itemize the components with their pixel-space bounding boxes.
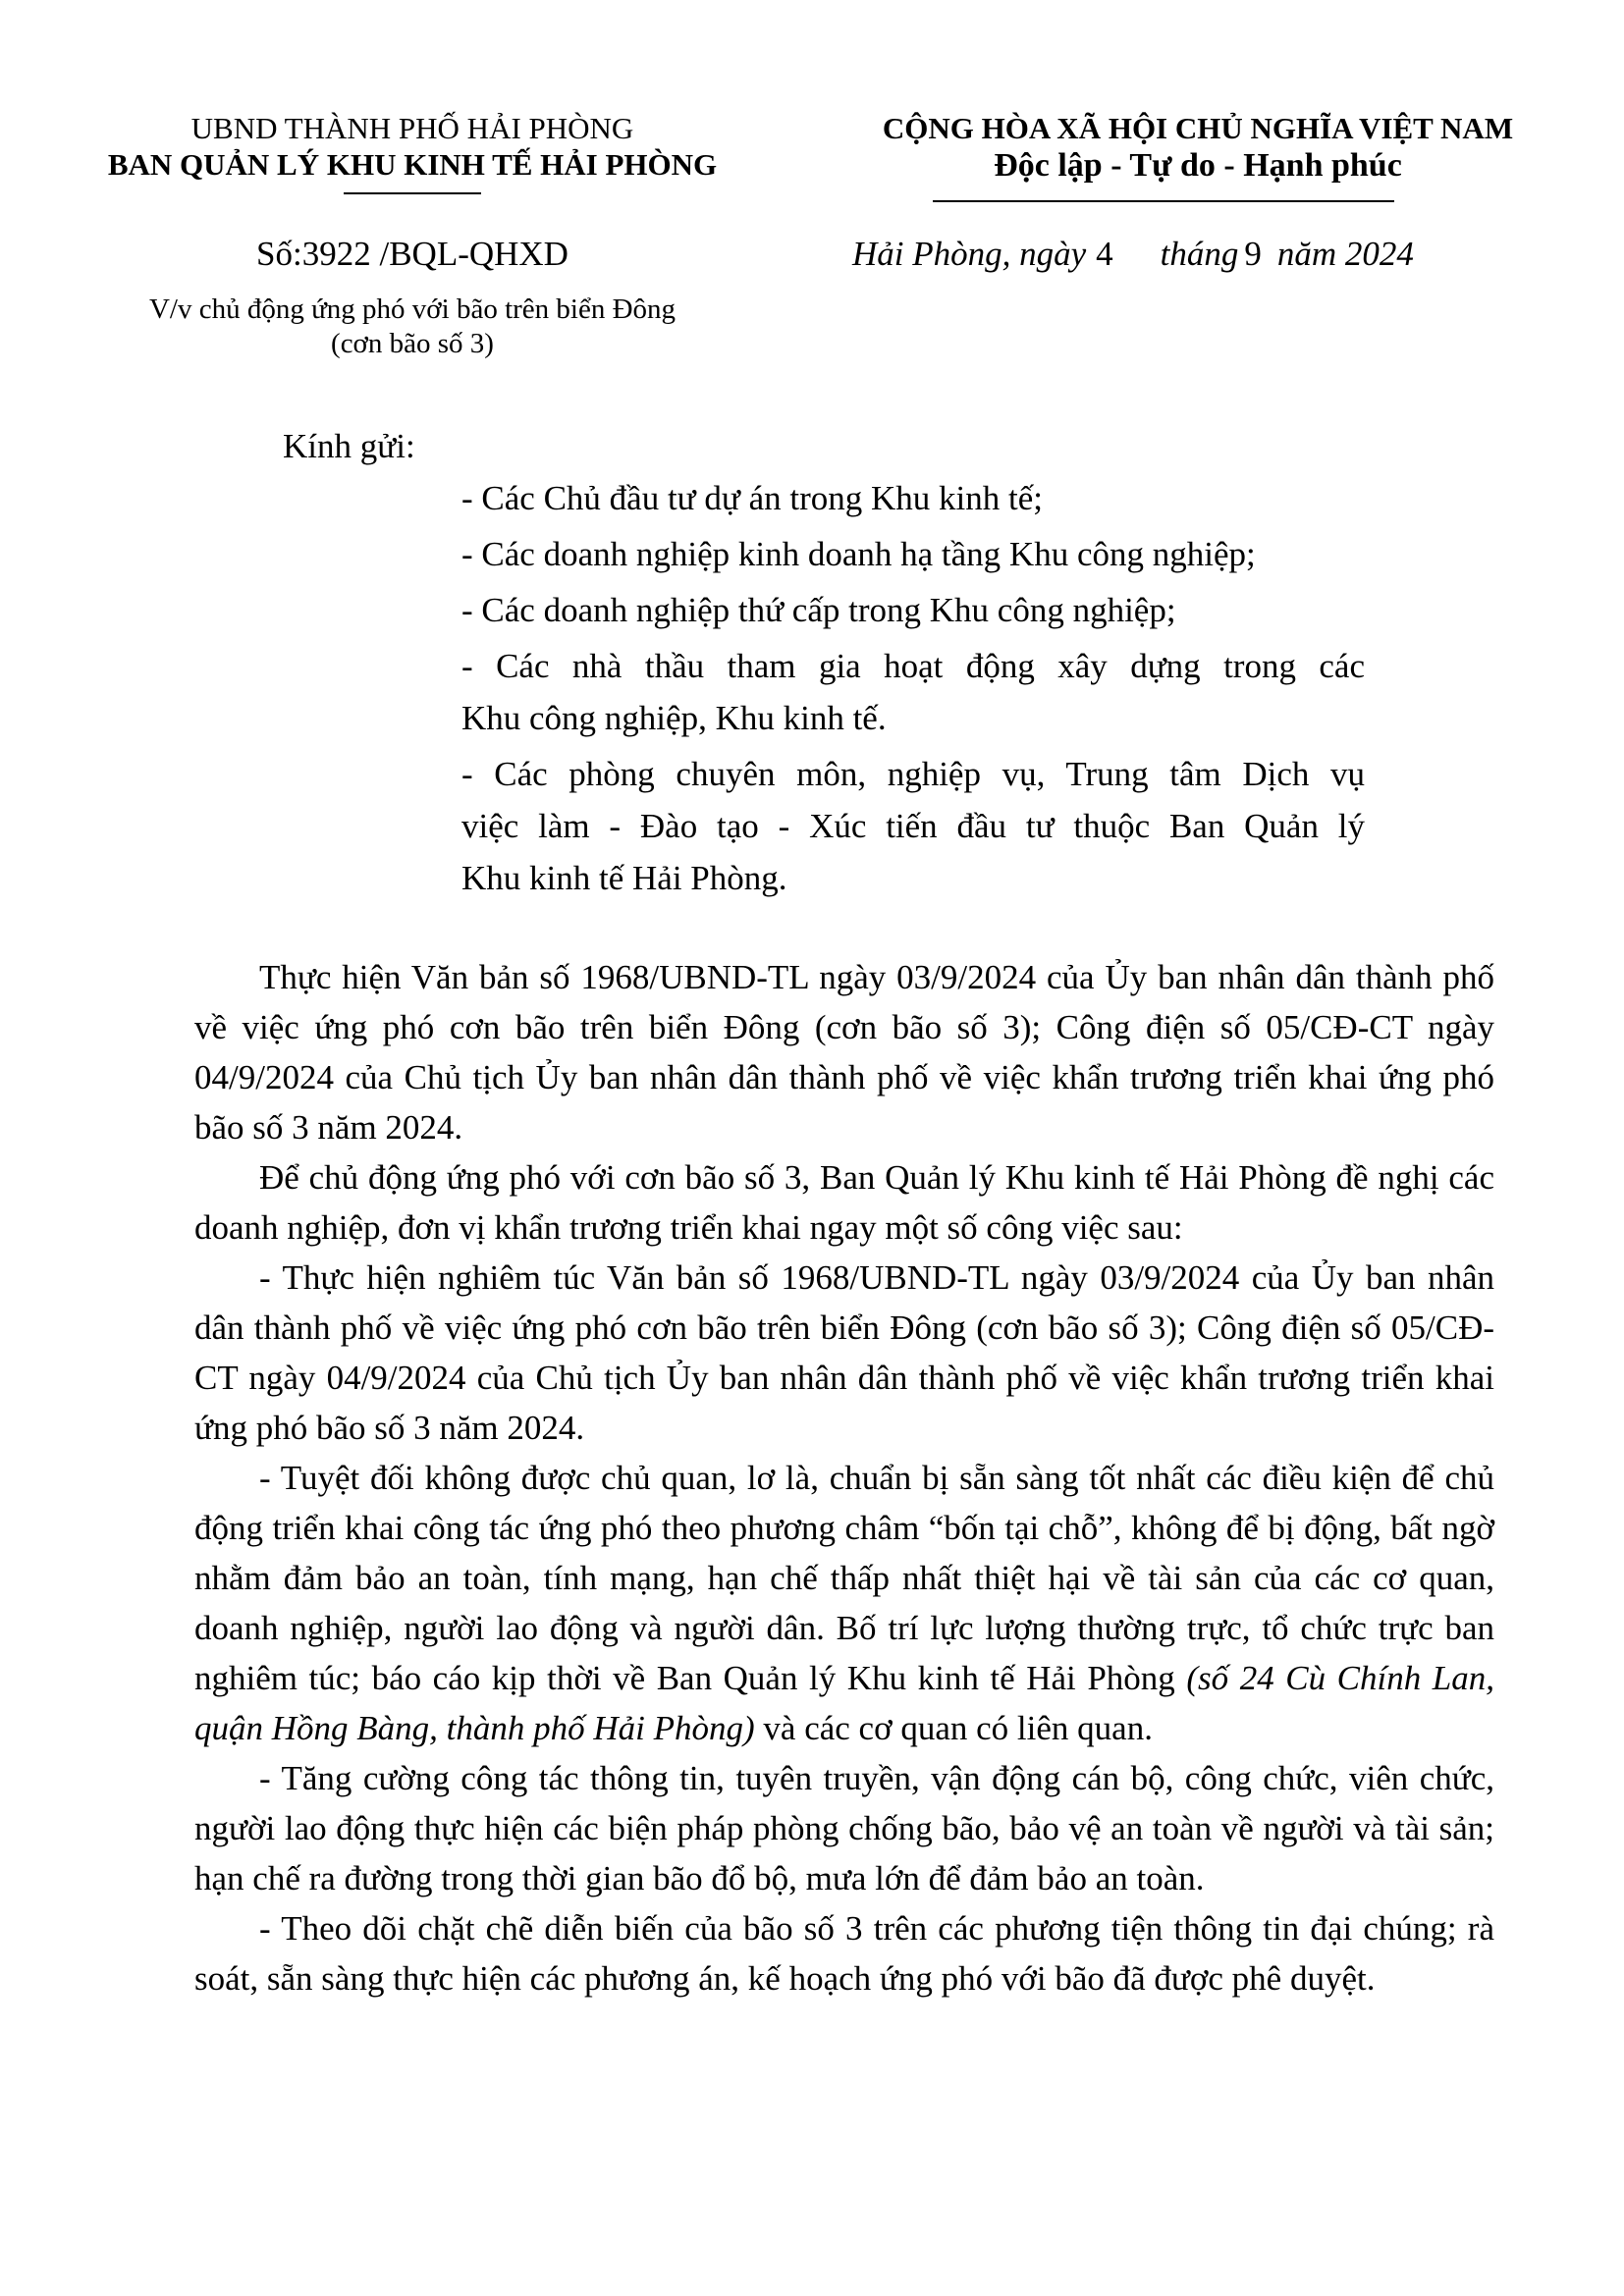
country-name: CỘNG HÒA XÃ HỘI CHỦ NGHĨA VIỆT NAM bbox=[882, 111, 1514, 145]
date-month: 9 bbox=[1244, 235, 1262, 273]
date-line bbox=[852, 234, 1598, 275]
recipient-item: - Các phòng chuyên môn, nghiệp vụ, Trung tâm Dịch vụ bbox=[461, 755, 1365, 793]
date-month-label: tháng bbox=[1160, 235, 1239, 273]
recipient-item-cont: việc làm - Đào tạo - Xúc tiến đầu tư thuộc Ban Quản lý bbox=[461, 807, 1365, 845]
recipient-item: - Các doanh nghiệp thứ cấp trong Khu công nghiệp; bbox=[461, 591, 1176, 629]
date-day: 4 bbox=[1096, 235, 1113, 273]
paragraph: - Thực hiện nghiêm túc Văn bản số 1968/UBND-TL ngày 03/9/2024 của Ủy ban nhân dân thành phố về việc ứng phó cơn bão trên biển Đông (cơn bão số 3); Công điện số 05/CĐ-CT ngày 04/9/2024 của Chủ tịch Ủy ban nhân dân thành phố về việc khẩn trương triển khai ứng phó bão số 3 năm 2024. bbox=[194, 1258, 1494, 1447]
recipient-item: - Các Chủ đầu tư dự án trong Khu kinh tế; bbox=[461, 479, 1044, 517]
recipient-item-cont: Khu công nghiệp, Khu kinh tế. bbox=[461, 699, 887, 737]
paragraph-text: - Tuyệt đối không được chủ quan, lơ là, chuẩn bị sẵn sàng tốt nhất các điều kiện để chủ động triển khai công tác ứng phó theo phương châm “bốn tại chỗ”, không để bị động, bất ngờ nhằm đảm bảo an toàn, tính mạng, hạn chế thấp nhất thiệt hại về tài sản của các cơ quan, doanh nghiệp, người lao động và người dân. Bố trí lực lượng thường trực, tổ chức trực ban nghiêm túc; báo cáo kịp thời về Ban Quản lý Khu kinh tế Hải Phòng bbox=[194, 1459, 1494, 1697]
date-year: năm 2024 bbox=[1276, 235, 1414, 273]
paragraph: Thực hiện Văn bản số 1968/UBND-TL ngày 03/9/2024 của Ủy ban nhân dân thành phố về việc ứng phó cơn bão trên biển Đông (cơn bão số 3); Công điện số 05/CĐ-CT ngày 04/9/2024 của Chủ tịch Ủy ban nhân dân thành phố về việc khẩn trương triển khai ứng phó bão số 3 năm 2024. bbox=[194, 958, 1494, 1147]
motto-underline bbox=[933, 200, 1394, 202]
national-header bbox=[805, 110, 1591, 187]
document-number: Số:3922 /BQL-QHXD bbox=[256, 235, 568, 273]
recipient-greeting: Kính gửi: bbox=[283, 427, 415, 465]
recipient-item: - Các nhà thầu tham gia hoạt động xây dựng trong các bbox=[461, 647, 1365, 685]
paragraph bbox=[194, 1453, 1494, 1753]
subject-line-2: (cơn bão số 3) bbox=[331, 327, 494, 359]
paragraph: Để chủ động ứng phó với cơn bão số 3, Ban Quản lý Khu kinh tế Hải Phòng đề nghị các doanh nghiệp, đơn vị khẩn trương triển khai ngay một số công việc sau: bbox=[194, 1158, 1494, 1247]
address-text: (số 24 Cù Chính Lan, quận Hồng Bàng, thành phố Hải Phòng) bbox=[194, 1659, 1495, 1747]
national-motto: Độc lập - Tự do - Hạnh phúc bbox=[994, 147, 1402, 185]
subject bbox=[59, 293, 766, 361]
document-body bbox=[194, 952, 1494, 2003]
agency-parent: UBND THÀNH PHỐ HẢI PHÒNG bbox=[190, 111, 634, 145]
agency-header bbox=[59, 110, 766, 183]
recipients-list bbox=[461, 472, 1365, 904]
recipient-item: - Các doanh nghiệp kinh doanh hạ tầng Khu công nghiệp; bbox=[461, 535, 1256, 573]
date-place: Hải Phòng, ngày bbox=[852, 235, 1087, 273]
paragraph-text: và các cơ quan có liên quan. bbox=[754, 1709, 1153, 1747]
subject-line-1: V/v chủ động ứng phó với bão trên biển Đông bbox=[148, 294, 677, 325]
paragraph: - Theo dõi chặt chẽ diễn biến của bão số 3 trên các phương tiện thông tin đại chúng; rà soát, sẵn sàng thực hiện các phương án, kế hoạch ứng phó với bão đã được phê duyệt. bbox=[194, 1909, 1494, 1998]
agency-name: BAN QUẢN LÝ KHU KINH TẾ HẢI PHÒNG bbox=[107, 147, 718, 183]
recipient-item-cont: Khu kinh tế Hải Phòng. bbox=[461, 859, 787, 897]
paragraph: - Tăng cường công tác thông tin, tuyên truyền, vận động cán bộ, công chức, viên chức, người lao động thực hiện các biện pháp phòng chống bão, bảo vệ an toàn về người và tài sản; hạn chế ra đường trong thời gian bão đổ bộ, mưa lớn để đảm bảo an toàn. bbox=[194, 1759, 1494, 1897]
agency-underline bbox=[344, 192, 481, 194]
